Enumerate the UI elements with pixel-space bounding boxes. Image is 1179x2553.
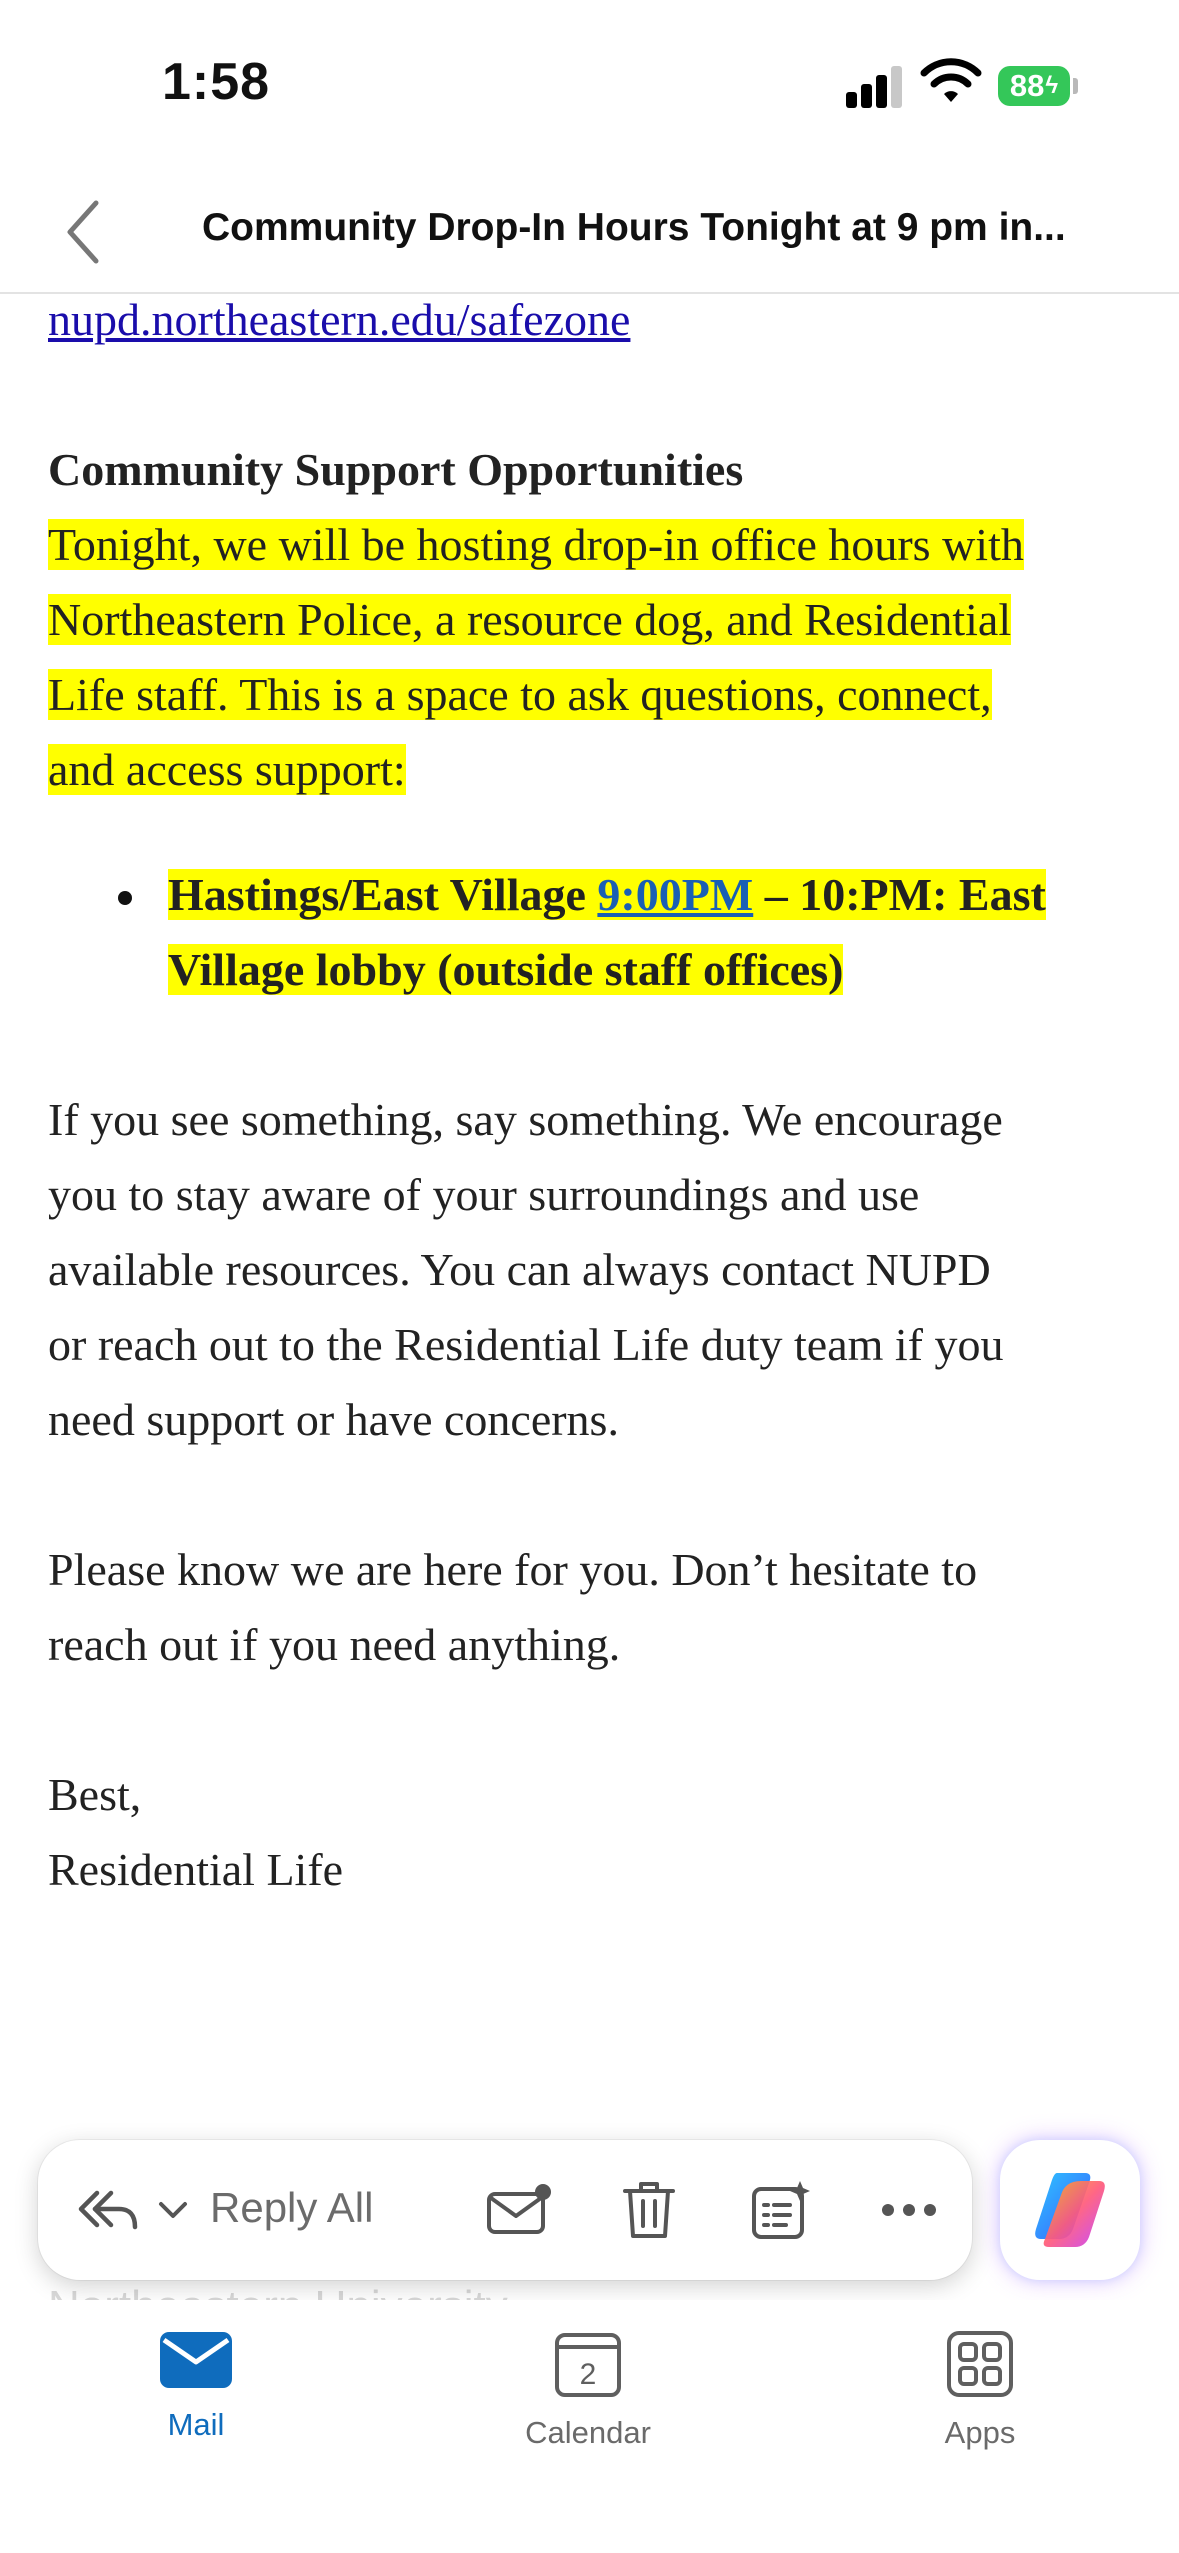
highlight-text-line: Northeastern Police, a resource dog, and Residential xyxy=(48,594,1012,645)
status-bar xyxy=(0,0,1179,170)
highlight-text-line: Life staff. This is a space to ask questions, connect, xyxy=(48,669,992,720)
delete-button[interactable] xyxy=(604,2140,694,2280)
reply-all-label[interactable]: Reply All xyxy=(210,2184,374,2231)
highlight-text-line: and access support: xyxy=(48,744,406,795)
email-header xyxy=(0,170,1179,294)
tab-apps-label: Apps xyxy=(944,2415,1016,2450)
paragraph-line: or reach out to the Residential Life duty team if you xyxy=(48,1319,1004,1370)
event-location: Hastings/East Village xyxy=(168,869,598,920)
safezone-link[interactable]: nupd.northeastern.edu/safezone xyxy=(48,294,631,345)
more-options-button[interactable] xyxy=(864,2140,954,2280)
email-action-bar xyxy=(38,2140,972,2280)
section-heading: Community Support Opportunities xyxy=(48,444,744,495)
paragraph-line: available resources. You can always contact NUPD xyxy=(48,1244,991,1295)
reply-options-dropdown[interactable] xyxy=(148,2140,198,2280)
paragraph-line: If you see something, say something. We encourage xyxy=(48,1094,1003,1145)
paragraph-safety xyxy=(48,1082,1138,1457)
highlight-text-line: Tonight, we will be hosting drop-in office hours with xyxy=(48,519,1024,570)
signoff-line: Best, xyxy=(48,1769,142,1820)
paragraph-line: Please know we are here for you. Don’t hesitate to xyxy=(48,1544,978,1595)
email-subject: Community Drop-In Hours Tonight at 9 pm in... xyxy=(202,206,1066,249)
paragraph-line: you to stay aware of your surroundings and use xyxy=(48,1169,920,1220)
tab-calendar-label: Calendar xyxy=(525,2415,651,2450)
more-horizontal-icon xyxy=(881,2203,937,2217)
tab-apps[interactable] xyxy=(860,2330,1100,2451)
mark-unread-button[interactable] xyxy=(474,2140,564,2280)
battery-cap xyxy=(1073,78,1078,94)
event-place: Village lobby (outside staff offices) xyxy=(168,944,844,995)
bullet-icon xyxy=(118,891,132,905)
paragraph-support xyxy=(48,1532,1138,1682)
event-time-end: – 10:PM: East xyxy=(753,869,1046,920)
battery-indicator: 88 ϟ xyxy=(998,66,1070,106)
event-list xyxy=(48,857,1138,1007)
reply-all-button[interactable] xyxy=(68,2140,148,2280)
cellular-signal-icon xyxy=(846,62,904,108)
email-body xyxy=(48,292,1138,1907)
calendar-icon xyxy=(554,2330,622,2398)
back-button[interactable] xyxy=(44,192,124,272)
mail-icon xyxy=(158,2330,234,2390)
copilot-icon xyxy=(1027,2167,1113,2253)
calendar-date-badge: 2 xyxy=(579,2358,597,2391)
event-time-link[interactable]: 9:00PM xyxy=(597,869,754,920)
chevron-left-icon xyxy=(64,199,104,265)
chevron-down-icon xyxy=(158,2200,188,2220)
tab-mail[interactable] xyxy=(76,2330,316,2443)
reply-all-icon xyxy=(77,2187,139,2233)
mail-unread-icon xyxy=(485,2182,553,2238)
ai-summary-icon xyxy=(750,2179,812,2241)
apps-grid-icon xyxy=(946,2330,1014,2398)
tab-mail-label: Mail xyxy=(167,2407,225,2442)
tab-calendar[interactable] xyxy=(468,2330,708,2451)
signature-name: Residential Life xyxy=(48,1844,344,1895)
trash-icon xyxy=(621,2179,677,2241)
status-time: 1:58 xyxy=(162,53,271,111)
battery-level: 88 xyxy=(1009,68,1045,103)
paragraph-line: need support or have concerns. xyxy=(48,1394,619,1445)
bottom-tab-bar xyxy=(0,2300,1179,2553)
copilot-button[interactable] xyxy=(1000,2140,1140,2280)
event-list-item xyxy=(48,857,1138,1007)
summarize-button[interactable] xyxy=(736,2140,826,2280)
wifi-icon xyxy=(920,58,982,106)
paragraph-line: reach out if you need anything. xyxy=(48,1619,621,1670)
